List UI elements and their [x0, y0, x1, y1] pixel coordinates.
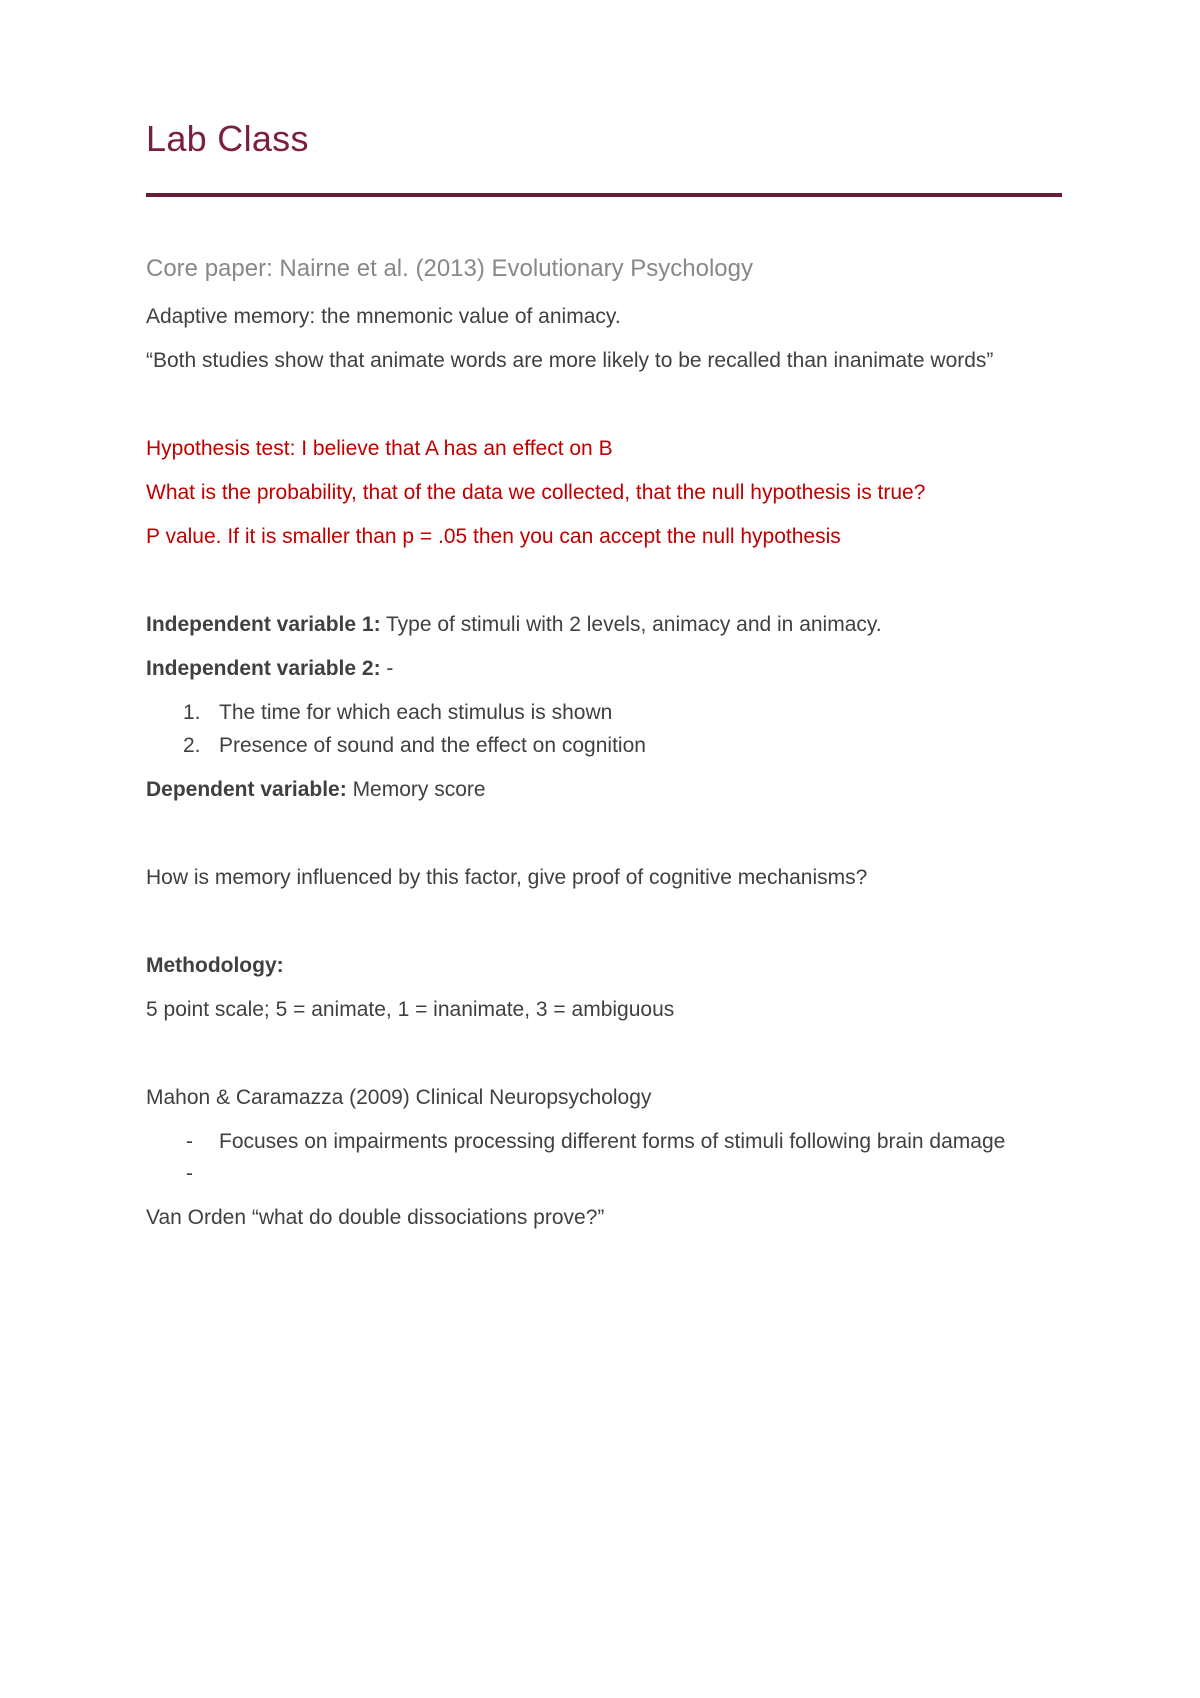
quote-line: “Both studies show that animate words are more likely to be recalled than inanimate words”	[146, 349, 994, 372]
iv2-list-marker-2: 2.	[183, 734, 201, 757]
iv1-label: Independent variable 1:	[146, 613, 381, 636]
van-orden-reference: Van Orden “what do double dissociations prove?”	[146, 1206, 605, 1229]
mahon-list-marker-2: -	[186, 1162, 193, 1185]
iv1-text: Type of stimuli with 2 levels, animacy and in animacy.	[380, 613, 882, 636]
core-paper-heading: Core paper: Nairne et al. (2013) Evolutionary Psychology	[146, 255, 753, 282]
dependent-variable	[146, 779, 486, 800]
iv2-text: -	[380, 657, 394, 680]
iv2-label: Independent variable 2:	[146, 657, 381, 680]
dv-label: Dependent variable:	[146, 778, 347, 801]
methodology-text: 5 point scale; 5 = animate, 1 = inanimate, 3 = ambiguous	[146, 998, 675, 1021]
independent-variable-2	[146, 658, 393, 679]
hypothesis-line-2: What is the probability, that of the data we collected, that the null hypothesis is true?	[146, 481, 926, 504]
iv2-list-item-2: Presence of sound and the effect on cognition	[219, 734, 646, 757]
mahon-list-item-1: Focuses on impairments processing different forms of stimuli following brain damage	[219, 1130, 1006, 1153]
page-title: Lab Class	[146, 118, 309, 159]
mahon-reference: Mahon & Caramazza (2009) Clinical Neuropsychology	[146, 1086, 652, 1109]
iv2-list-item-1: The time for which each stimulus is shown	[219, 701, 613, 724]
question-line: How is memory influenced by this factor, give proof of cognitive mechanisms?	[146, 866, 868, 889]
adaptive-memory-line: Adaptive memory: the mnemonic value of animacy.	[146, 305, 621, 328]
dv-text: Memory score	[346, 778, 486, 801]
iv2-list-marker-1: 1.	[183, 701, 201, 724]
methodology-label: Methodology:	[146, 954, 284, 977]
hypothesis-line-3: P value. If it is smaller than p = .05 then you can accept the null hypothesis	[146, 525, 841, 548]
hypothesis-line-1: Hypothesis test: I believe that A has an effect on B	[146, 437, 613, 460]
methodology-heading	[146, 955, 284, 976]
independent-variable-1	[146, 614, 882, 635]
title-divider	[146, 193, 1062, 197]
mahon-list-marker-1: -	[186, 1130, 193, 1153]
